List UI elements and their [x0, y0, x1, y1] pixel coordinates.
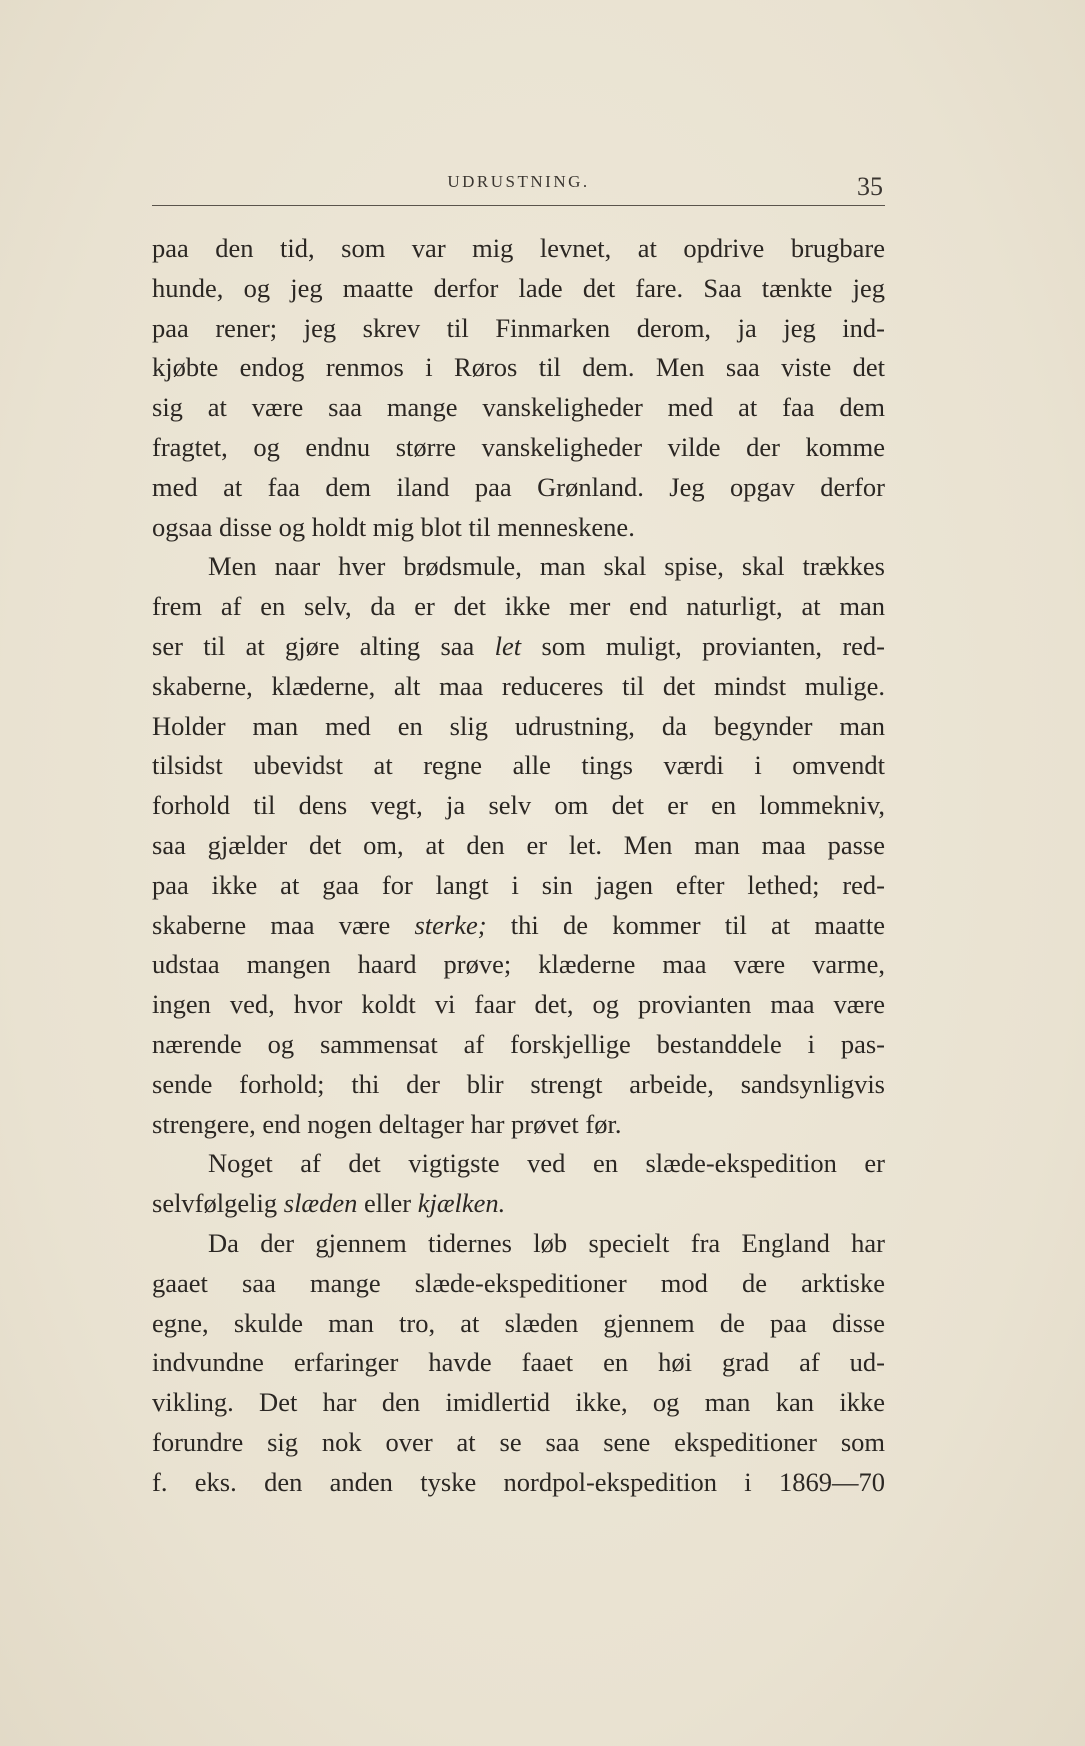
header-rule	[152, 205, 885, 206]
text-line	[152, 906, 885, 946]
text-line	[152, 627, 885, 667]
emphasis: sterke;	[414, 909, 487, 940]
text-line: egne, skulde man tro, at slæden gjennem de paa disse	[152, 1307, 885, 1338]
text-line: skaberne, klæderne, alt maa reduceres til det mindst mulige.	[152, 670, 885, 701]
text-line: indvundne erfaringer havde faaet en høi grad af ud-	[152, 1347, 885, 1378]
text-line: frem af en selv, da er det ikke mer end naturligt, at man	[152, 591, 885, 622]
text-line: Men naar hver brødsmule, man skal spise, skal trækkes	[208, 551, 885, 582]
running-title: UDRUSTNING.	[447, 172, 590, 191]
text-line: forhold til dens vegt, ja selv om det er en lommekniv,	[152, 790, 885, 821]
text-line: Holder man med en slig udrustning, da begynder man	[152, 710, 885, 741]
text-run: som muligt, provianten, red-	[521, 630, 885, 661]
text-line: sig at være saa mange vanskeligheder med at faa dem	[152, 392, 885, 423]
text-line: kjøbte endog renmos i Røros til dem. Men saa viste det	[152, 352, 885, 383]
text-line: forundre sig nok over at se saa sene ekspeditioner som	[152, 1426, 885, 1457]
text-line: nærende og sammensat af forskjellige bestanddele i pas-	[152, 1028, 885, 1059]
text-line: ogsaa disse og holdt mig blot til menneskene.	[152, 511, 635, 542]
text-line: vikling. Det har den imidlertid ikke, og man kan ikke	[152, 1387, 885, 1418]
body-text	[152, 229, 885, 1503]
text-line: hunde, og jeg maatte derfor lade det fare. Saa tænkte jeg	[152, 272, 885, 303]
page-number: 35	[857, 172, 883, 201]
text-line: tilsidst ubevidst at regne alle tings værdi i omvendt	[152, 750, 885, 781]
text-line: udstaa mangen haard prøve; klæderne maa være varme,	[152, 949, 885, 980]
text-run: thi de kommer til at maatte	[486, 909, 885, 940]
page-header	[152, 168, 885, 204]
text-line: paa rener; jeg skrev til Finmarken derom, ja jeg ind-	[152, 312, 885, 343]
emphasis: kjælken.	[417, 1188, 506, 1219]
text-line	[152, 1184, 885, 1224]
text-run: eller	[357, 1188, 418, 1219]
text-line: strengere, end nogen deltager har prøvet før.	[152, 1108, 622, 1139]
text-line: paa ikke at gaa for langt i sin jagen efter lethed; red-	[152, 869, 885, 900]
text-run: ser til at gjøre alting saa	[152, 630, 495, 661]
text-line: Da der gjennem tidernes løb specielt fra England har	[208, 1227, 885, 1258]
emphasis: slæden	[283, 1188, 358, 1219]
text-line: gaaet saa mange slæde-ekspeditioner mod de arktiske	[152, 1267, 885, 1298]
text-line: paa den tid, som var mig levnet, at opdrive brugbare	[152, 233, 885, 263]
text-run: selvfølgelig	[152, 1188, 284, 1219]
text-line: ingen ved, hvor koldt vi faar det, og provianten maa være	[152, 989, 885, 1020]
text-line: fragtet, og endnu større vanskeligheder vilde der komme	[152, 431, 885, 462]
text-run: skaberne maa være	[152, 909, 415, 940]
text-line: f. eks. den anden tyske nordpol-ekspedition i 1869—70	[152, 1466, 885, 1497]
text-line: med at faa dem iland paa Grønland. Jeg opgav derfor	[152, 471, 885, 502]
text-line: Noget af det vigtigste ved en slæde-ekspedition er	[208, 1148, 885, 1179]
text-line: sende forhold; thi der blir strengt arbeide, sandsynligvis	[152, 1068, 885, 1099]
text-line: saa gjælder det om, at den er let. Men man maa passe	[152, 829, 885, 860]
emphasis: let	[494, 630, 522, 661]
